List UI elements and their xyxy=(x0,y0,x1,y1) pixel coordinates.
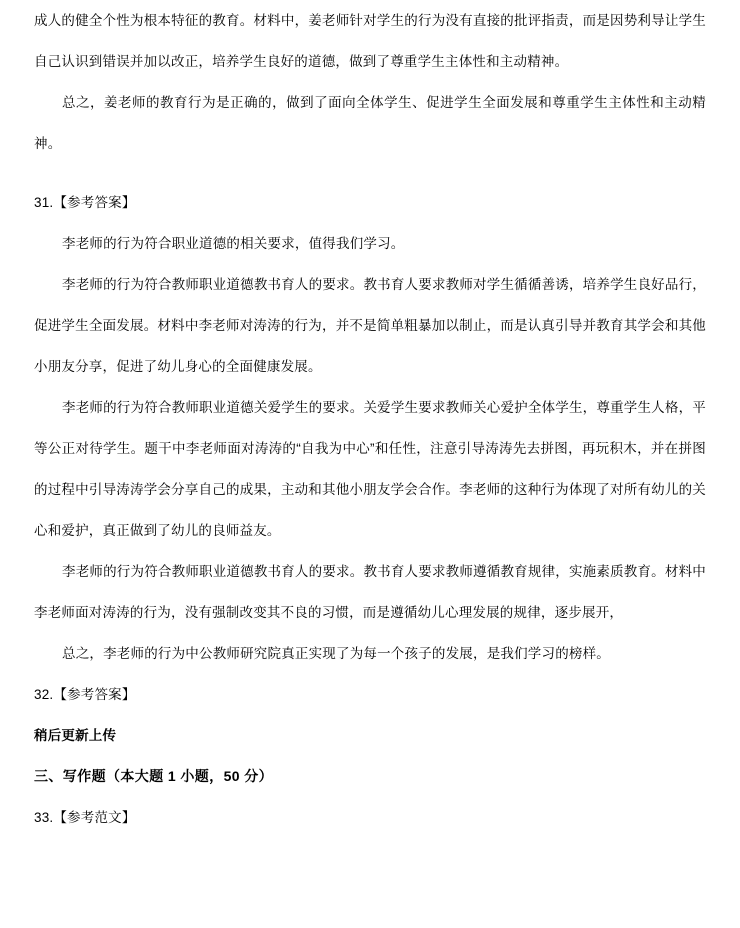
paragraph-31-point-3: 李老师的行为符合教师职业道德教书育人的要求。教书育人要求教师遵循教育规律，实施素质教育。材料中李老师面对涛涛的行为，没有强制改变其不良的习惯，而是遵循幼儿心理发展的规律，逐步展开， xyxy=(34,564,706,620)
paragraph-material-analysis: 成人的健全个性为根本特征的教育。材料中，姜老师针对学生的行为没有直接的批评指责，而是因势利导让学生自己认识到错误并加以改正，培养学生良好的道德，做到了尊重学生主体性和主动精神。 xyxy=(34,13,706,69)
heading-question-31: 31.【参考答案】 xyxy=(34,195,136,210)
paragraph-31-opening: 李老师的行为符合职业道德的相关要求，值得我们学习。 xyxy=(62,236,405,251)
paragraph-update-notice: 稍后更新上传 xyxy=(34,728,117,743)
heading-question-32: 32.【参考答案】 xyxy=(34,687,136,702)
document-body xyxy=(34,0,706,838)
paragraph-conclusion-jiang: 总之，姜老师的教育行为是正确的，做到了面向全体学生、促进学生全面发展和尊重学生主体性和主动精神。 xyxy=(34,95,706,151)
paragraph-31-point-2: 李老师的行为符合教师职业道德关爱学生的要求。关爱学生要求教师关心爱护全体学生，尊重学生人格，平等公正对待学生。题干中李老师面对涛涛的“自我为中心”和任性，注意引导涛涛先去拼图，再玩积木，并在拼图的过程中引导涛涛学会分享自己的成果，主动和其他小朋友学会合作。李老师的这种行为体现了对所有幼儿的关心和爱护，真正做到了幼儿的良师益友。 xyxy=(34,400,706,538)
paragraph-31-conclusion: 总之，李老师的行为中公教师研究院真正实现了为每一个孩子的发展，是我们学习的榜样。 xyxy=(62,646,610,661)
paragraph-31-point-1: 李老师的行为符合教师职业道德教书育人的要求。教书育人要求教师对学生循循善诱，培养学生良好品行，促进学生全面发展。材料中李老师对涛涛的行为，并不是简单粗暴加以制止，而是认真引导并教育其学会和其他小朋友分享，促进了幼儿身心的全面健康发展。 xyxy=(34,277,706,374)
spacer xyxy=(34,164,706,182)
heading-question-33: 33.【参考范文】 xyxy=(34,810,136,825)
heading-section-writing: 三、写作题（本大题 1 小题，50 分） xyxy=(34,768,274,784)
